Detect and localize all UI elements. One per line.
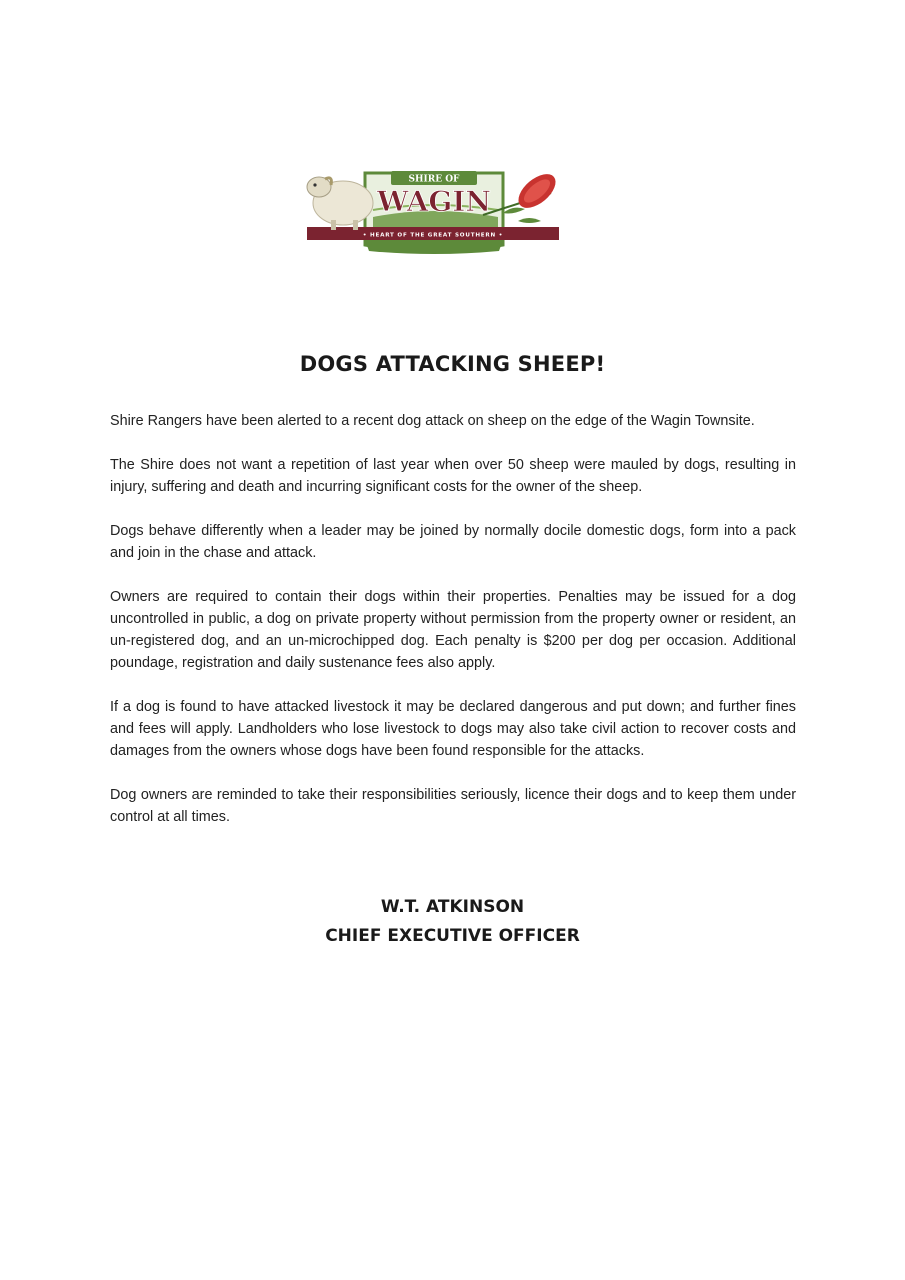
signature-name: W.T. ATKINSON — [380, 897, 525, 917]
document-title: DOGS ATTACKING SHEEP! — [299, 352, 606, 376]
paragraph-4: Owners are required to contain their dogs within their properties. Penalties may be issued for a dog uncontrolled in public, a dog on private property without permission from the property owner or resident, an un-registered dog, and an un-microchipped dog. Each penalty is $200 per dog per occasion. Additional poundage, registration and daily sustenance fees also apply. — [110, 589, 796, 671]
paragraph-5: If a dog is found to have attacked livestock it may be declared dangerous and put down; and further fines and fees will apply. Landholders who lose livestock to dogs may also take civil action to recover costs and damages from the owners whose dogs have been found responsible for the attacks. — [110, 699, 796, 759]
document-body — [110, 410, 796, 850]
shire-of-wagin-logo — [303, 165, 565, 257]
paragraph-2: The Shire does not want a repetition of last year when over 50 sheep were mauled by dogs, resulting in injury, suffering and death and incurring significant costs for the owner of the sheep. — [110, 457, 796, 495]
logo-main-text: WAGIN — [377, 185, 491, 218]
paragraph-6: Dog owners are reminded to take their responsibilities seriously, licence their dogs and to keep them under control at all times. — [110, 787, 796, 825]
paragraph-1: Shire Rangers have been alerted to a recent dog attack on sheep on the edge of the Wagin Townsite. — [110, 413, 755, 429]
sheep-icon — [307, 177, 373, 230]
logo-top-text: SHIRE OF — [408, 174, 460, 185]
paragraph-3: Dogs behave differently when a leader may be joined by normally docile domestic dogs, form into a pack and join in the chase and attack. — [110, 523, 796, 561]
signature-position: CHIEF EXECUTIVE OFFICER — [325, 926, 580, 946]
logo-tagline: • HEART OF THE GREAT SOUTHERN • — [362, 232, 504, 239]
